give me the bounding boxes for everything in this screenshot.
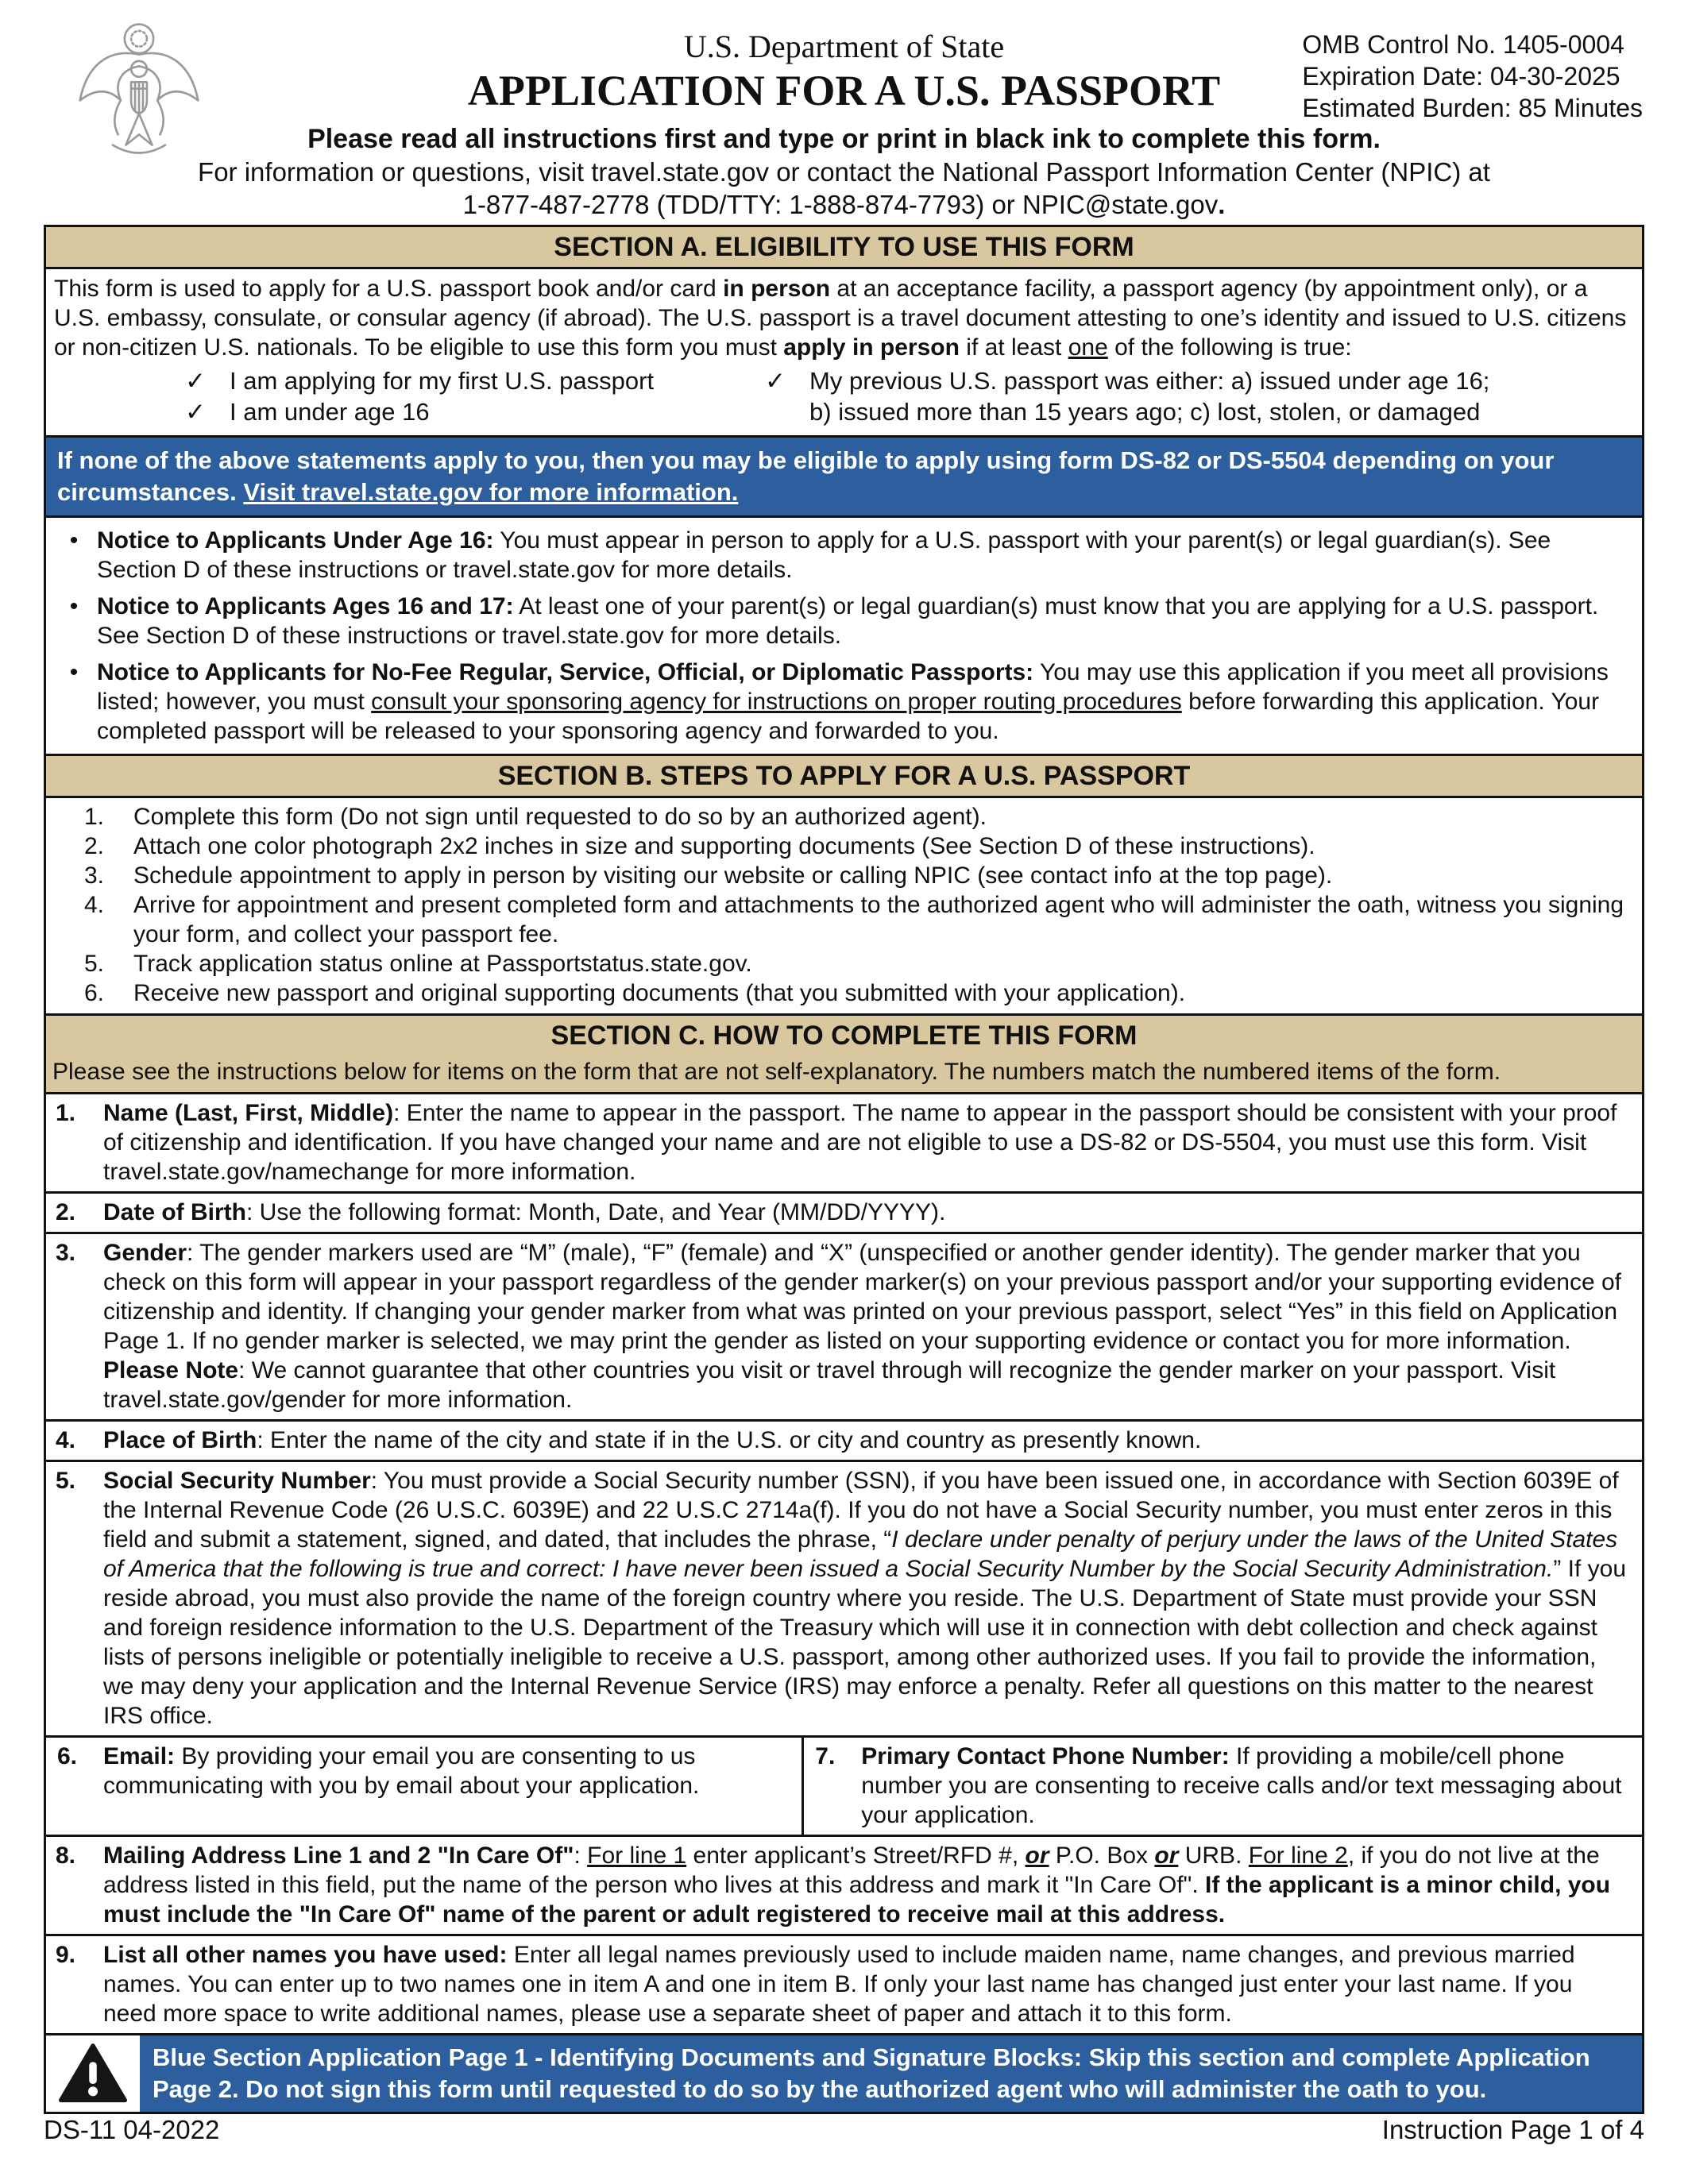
step-text: Arrive for appointment and present completed form and attachments to the authorized agent who will administer the oath, witness you signing your form, and collect your passport fee. — [133, 892, 1624, 947]
section-b-header: SECTION B. STEPS TO APPLY FOR A U.S. PASSPORT — [46, 754, 1642, 798]
step-number: 6. — [84, 980, 105, 1006]
warning-triangle-icon — [59, 2043, 127, 2105]
blue-section-warning — [46, 2033, 1642, 2112]
instruction-item-2-date-of-birth — [46, 1191, 1642, 1232]
warning-icon-cell — [46, 2035, 140, 2112]
steps-list — [46, 798, 1642, 1013]
item-text: Date of Birth: Use the following format: Month, Date, and Year (MM/DD/YYYY). — [103, 1199, 946, 1225]
omb-control-number: OMB Control No. 1405-0004 — [1302, 30, 1624, 59]
instruction-item-1-name — [46, 1092, 1642, 1191]
step-number: 2. — [84, 833, 105, 859]
step-text: Schedule appointment to apply in person by visiting our website or calling NPIC (see contact info at the top page). — [133, 862, 1333, 889]
bullet-icon: • — [69, 593, 79, 619]
step-item-4 — [84, 890, 1634, 949]
omb-expiration-date: Expiration Date: 04-30-2025 — [1302, 62, 1620, 91]
step-text: Attach one color photograph 2x2 inches in size and supporting documents (See Section D of these instructions). — [133, 833, 1315, 859]
item-number: 5. — [56, 1468, 76, 1494]
footer-form-number: DS-11 04-2022 — [44, 2115, 220, 2144]
agency-name: U.S. Department of State — [683, 29, 1005, 64]
step-item-6 — [84, 978, 1634, 1008]
checklist-right-column — [765, 365, 1634, 427]
checklist-left-column — [54, 365, 765, 427]
notice-text: Notice to Applicants Under Age 16: You must appear in person to apply for a U.S. passport with your parent(s) or legal guardian(s). See Section D of these instructions or travel.state.gov for more details. — [97, 527, 1551, 583]
notice-no-fee-passports — [51, 658, 1631, 746]
item-text: List all other names you have used: Enter all legal names previously used to include maiden name, name changes, and previous married names. You can enter up to two names one in item A and one in item B. If only your last name has changed just enter your last name. If you need more space to write additional names, please use a separate sheet of paper and attach it to this form. — [103, 1942, 1575, 2027]
footer-page-number: Instruction Page 1 of 4 — [1381, 2115, 1644, 2144]
instruction-item-6-email — [46, 1738, 804, 1835]
item-text: Primary Contact Phone Number: If providing a mobile/cell phone number you are consenting to receive calls and/or text messaging about your application. — [861, 1743, 1622, 1828]
checklist-item — [185, 365, 765, 396]
eligibility-intro: This form is used to apply for a U.S. passport book and/or card in person at an acceptance facility, a passport agency (by appointment only), or a U.S. embassy, consulate, or consular agency (if abroad). The U.S. passport is a travel document attesting to one’s identity and issued to U.S. citizens or non-citizen U.S. nationals. To be eligible to use this form you must apply in person if at least one of the following is true: — [54, 276, 1627, 361]
item-text: Social Security Number: You must provide a Social Security number (SSN), if you have been issued one, in accordance with Section 6039E of the Internal Revenue Code (26 U.S.C. 6039E) and 22 U.S.C 2714a(f). If you do not have a Social Security number, you must enter zeros in this field and submit a statement, signed, and dated, that includes the phrase, “I declare under penalty of perjury under the laws of the United States of America that the following is true and correct: I have never been issued a Social Security Number by the Social Security Administration.” If you reside abroad, you must also provide the name of the foreign country where you reside. The U.S. Department of State must provide your SSN and foreign residence information to the U.S. Department of the Treasury which will use it in connection with debt collection and check against lists of persons ineligible or potentially ineligible to receive a U.S. passport, among other authorized uses. If you fail to provide the information, we may deny your application and the Internal Revenue Service (IRS) may enforce a penalty. Refer all questions on this matter to the nearest IRS office. — [103, 1468, 1627, 1729]
item-number: 7. — [815, 1743, 836, 1769]
applicant-notices — [46, 518, 1642, 754]
instruction-item-4-place-of-birth — [46, 1419, 1642, 1460]
ds82-ds5504-banner: If none of the above statements apply to you, then you may be eligible to apply using form DS-82 or DS-5504 depending on your circumstances. Visit travel.state.gov for more information. — [46, 435, 1642, 518]
department-of-state-seal-icon — [72, 19, 206, 170]
item-number: 6. — [57, 1743, 78, 1769]
step-item-3 — [84, 861, 1634, 890]
bullet-icon: • — [69, 527, 79, 554]
checklist-item-line: b) issued more than 15 years ago; c) lost, stolen, or damaged — [809, 398, 1481, 426]
check-icon: ✓ — [765, 367, 786, 395]
item-text: Place of Birth: Enter the name of the city and state if in the U.S. or city and country as presently known. — [103, 1427, 1202, 1453]
item-number: 4. — [56, 1427, 76, 1453]
checklist-item — [185, 396, 765, 427]
notice-text: Notice to Applicants Ages 16 and 17: At least one of your parent(s) or legal guardian(s) must know that you are applying for a U.S. passport. See Section D of these instructions or travel.state.gov for more details. — [97, 593, 1599, 649]
page-title: APPLICATION FOR A U.S. PASSPORT — [467, 67, 1221, 114]
step-text: Complete this form (Do not sign until requested to do so by an authorized agent). — [133, 804, 987, 830]
step-number: 4. — [84, 892, 105, 918]
contact-info-line-2: 1-877-487-2778 (TDD/TTY: 1-888-874-7793) or NPIC@state.gov. — [462, 190, 1226, 219]
eligibility-checklist — [54, 365, 1634, 429]
instruction-item-3-gender — [46, 1232, 1642, 1419]
section-a-body — [46, 269, 1642, 435]
checklist-item-label: I am applying for my first U.S. passport — [230, 367, 655, 395]
contact-info-line-1: For information or questions, visit travel.state.gov or contact the National Passport Information Center (NPIC) at — [198, 157, 1490, 187]
item-text: Gender: The gender markers used are “M” (male), “F” (female) and “X” (unspecified or another gender identity). The gender marker that you check on this form will appear in your passport regardless of the gender marker(s) on your previous passport and/or your supporting evidence of citizenship and identity. If changing your gender marker from what was printed on your previous passport, select “Yes” in this field on Application Page 1. If no gender marker is selected, we may print the gender as listed on your supporting evidence or contact you for more information. Please Note: We cannot guarantee that other countries you visit or travel through will recognize the gender marker on your passport. Visit travel.state.gov/gender for more information. — [103, 1240, 1621, 1413]
instruction-form-body — [44, 225, 1644, 2114]
item-text: Mailing Address Line 1 and 2 "In Care Of": For line 1 enter applicant’s Street/RFD #, or P.O. Box or URB. For line 2, if you do not live at the address listed in this field, put the name of the person who lives at this address and mark it "In Care Of". If the applicant is a minor child, you must include the "In Care Of" name of the parent or adult registered to receive mail at this address. — [103, 1843, 1611, 1927]
check-icon: ✓ — [185, 367, 206, 395]
item-number: 1. — [56, 1100, 76, 1126]
step-item-2 — [84, 832, 1634, 861]
step-item-1 — [84, 802, 1634, 832]
item-number: 9. — [56, 1942, 76, 1968]
checklist-item — [765, 365, 1634, 427]
warning-text: Blue Section Application Page 1 - Identifying Documents and Signature Blocks: Skip this section and complete Application Page 2. Do not sign this form until requested to do so by the authorized agent who will administer the oath to you. — [140, 2035, 1642, 2112]
omb-estimated-burden: Estimated Burden: 85 Minutes — [1302, 94, 1643, 122]
section-c-header: SECTION C. HOW TO COMPLETE THIS FORM — [46, 1013, 1642, 1055]
section-c-subheader: Please see the instructions below for items on the form that are not self-explanatory. The numbers match the numbered items of the form. — [46, 1055, 1642, 1092]
instruction-item-7-phone — [804, 1738, 1642, 1835]
section-a-header: SECTION A. ELIGIBILITY TO USE THIS FORM — [46, 227, 1642, 269]
instruction-item-9-other-names — [46, 1934, 1642, 2033]
bullet-icon: • — [69, 659, 79, 685]
step-number: 5. — [84, 951, 105, 977]
step-item-5 — [84, 949, 1634, 978]
step-text: Track application status online at Passportstatus.state.gov. — [133, 951, 752, 977]
check-icon: ✓ — [185, 398, 206, 426]
instruction-item-8-mailing-address — [46, 1835, 1642, 1934]
step-number: 1. — [84, 804, 105, 830]
checklist-item-line: My previous U.S. passport was either: a) issued under age 16; — [809, 367, 1490, 395]
step-text: Receive new passport and original supporting documents (that you submitted with your application). — [133, 980, 1186, 1006]
item-number: 3. — [56, 1240, 76, 1266]
checklist-item-label: I am under age 16 — [230, 398, 430, 426]
omb-block — [1302, 29, 1643, 124]
notice-text: Notice to Applicants for No-Fee Regular, Service, Official, or Diplomatic Passports: You may use this application if you meet all provisions listed; however, you must consult your sponsoring agency for instructions on proper routing procedures before forwarding this application. Your completed passport will be released to your sponsoring agency and forwarded to you. — [97, 659, 1609, 744]
read-instructions-lead: Please read all instructions first and type or print in black ink to complete this form. — [307, 124, 1381, 154]
step-number: 3. — [84, 862, 105, 889]
checklist-item-label — [809, 365, 1489, 427]
notice-under-age-16 — [51, 526, 1631, 585]
item-number: 8. — [56, 1843, 76, 1869]
instruction-item-5-ssn — [46, 1460, 1642, 1735]
instruction-items-6-7-row — [46, 1735, 1642, 1835]
item-text: Email: By providing your email you are consenting to us communicating with you by email about your application. — [103, 1743, 700, 1799]
page-footer — [44, 2114, 1644, 2146]
item-number: 2. — [56, 1199, 76, 1225]
page-header — [44, 17, 1644, 217]
item-text: Name (Last, First, Middle): Enter the name to appear in the passport. The name to appear in the passport should be consistent with your proof of citizenship and identification. If you have changed your name and are not eligible to use a DS-82 or DS-5504, you must use this form. Visit travel.state.gov/namechange for more information. — [103, 1100, 1617, 1185]
notice-ages-16-17 — [51, 592, 1631, 650]
